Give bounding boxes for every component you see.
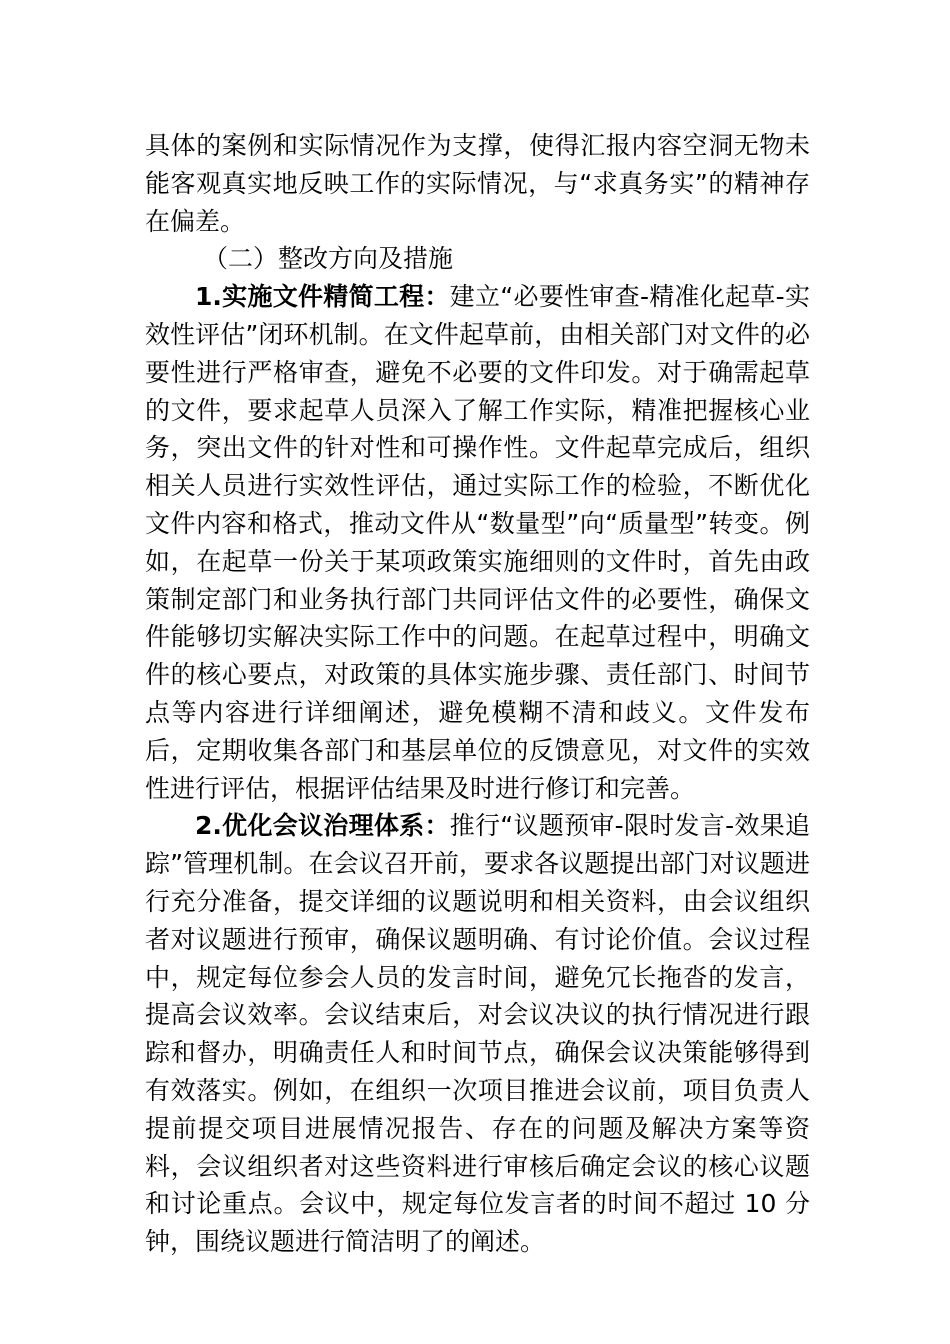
section-heading <box>145 240 810 278</box>
measure-2-title: 2.优化会议治理体系： <box>195 811 450 841</box>
measure-1-text: 建立“必要性审查-精准化起草-实效性评估”闭环机制。在文件起草前，由相关部门对文件的必要性进行严格审查，避免不必要的文件印发。对于确需起草的文件，要求起草人员深入了解工作实际，精准把握核心业务，突出文件的针对性和可操作性。文件起草完成后，组织相关人员进行实效性评估，通过实际工作的检验，不断优化文件内容和格式，推动文件从“数量型”向“质量型”转变。例如，在起草一份关于某项政策实施细则的文件时，首先由政策制定部门和业务执行部门共同评估文件的必要性，确保文件能够切实解决实际工作中的问题。在起草过程中，明确文件的核心要点，对政策的具体实施步骤、责任部门、时间节点等内容进行详细阐述，避免模糊不清和歧义。文件发布后，定期收集各部门和基层单位的反馈意见，对文件的实效性进行评估，根据评估结果及时进行修订和完善。 <box>145 282 810 803</box>
section-heading-text: （二）整改方向及措施 <box>203 244 454 274</box>
paragraph-text: 具体的案例和实际情况作为支撑，使得汇报内容空洞无物未能客观真实地反映工作的实际情况，与“求真务实”的精神存在偏差。 <box>145 131 810 236</box>
paragraph-measure-2 <box>145 807 810 1261</box>
measure-1-title: 1.实施文件精简工程： <box>195 282 450 312</box>
paragraph-continuation <box>145 127 810 240</box>
measure-2-text: 推行“议题预审-限时发言-效果追踪”管理机制。在会议召开前，要求各议题提出部门对议题进行充分准备，提交详细的议题说明和相关资料，由会议组织者对议题进行预审，确保议题明确、有讨论价值。会议过程中，规定每位参会人员的发言时间，避免冗长拖沓的发言，提高会议效率。会议结束后，对会议决议的执行情况进行跟踪和督办，明确责任人和时间节点，确保会议决策能够得到有效落实。例如，在组织一次项目推进会议前，项目负责人提前提交项目进展情况报告、存在的问题及解决方案等资料，会议组织者对这些资料进行审核后确定会议的核心议题和讨论重点。会议中，规定每位发言者的时间不超过 10 分钟，围绕议题进行简洁明了的阐述。 <box>145 811 810 1257</box>
document-body <box>145 127 810 1261</box>
paragraph-measure-1 <box>145 278 810 807</box>
